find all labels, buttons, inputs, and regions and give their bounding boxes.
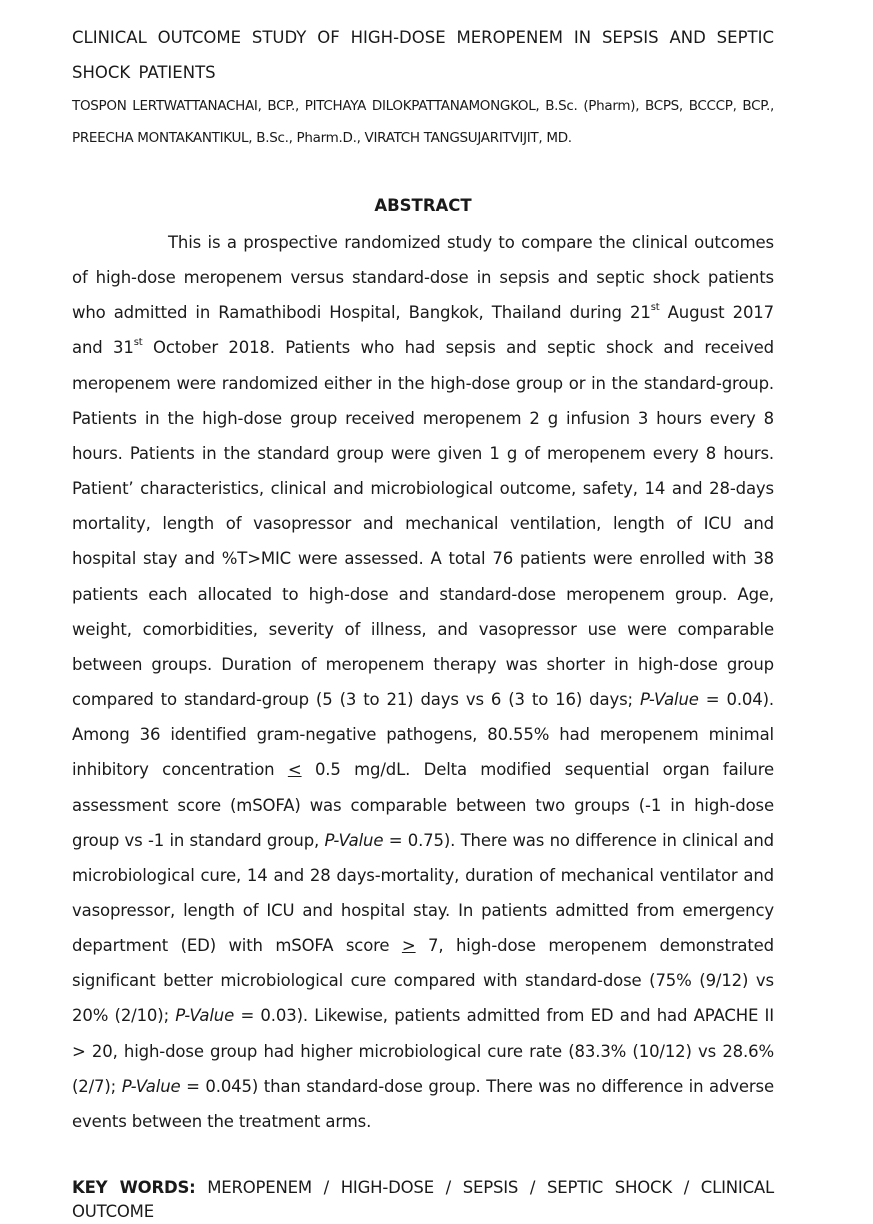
abstract-text: = 0.04). Among 36 identified gram-negative pathogens, 80.55% had meropenem minimal inhibitory concentration <box>72 690 774 780</box>
paper-page <box>72 20 775 1221</box>
abstract-text: This is a prospective randomized study to compare the clinical outcomes of high-dose meropenem versus standard-dose in sepsis and septic shock patients who admitted in Ramathibodi Hospital, Bangkok, Thailand during 21 <box>72 233 774 323</box>
abstract-text: = 0.03). Likewise, patients admitted from ED and had APACHE II > 20, high-dose group had higher microbiological cure rate (83.3% (10/12) vs 28.6% (2/7); <box>72 1006 774 1096</box>
less-equal-symbol: < <box>287 760 302 780</box>
abstract-text: = 0.75). There was no difference in clinical and microbiological cure, 14 and 28 days-mortality, duration of mechanical ventilator and vasopressor, length of ICU and hospital stay. In patients admitted from emergency department (ED) with mSOFA score <box>72 830 775 956</box>
keywords-text: MEROPENEM / HIGH-DOSE / SEPSIS / SEPTIC SHOCK / CLINICAL OUTCOME <box>72 1178 774 1221</box>
abstract-text: August 2017 and 31 <box>72 303 774 358</box>
ordinal-suffix: st <box>650 302 660 314</box>
abstract-text: October 2018. Patients who had sepsis and septic shock and received meropenem were randomized either in the high-dose group or in the standard-group. Patients in the high-dose group received meropenem 2 g infusion 3 hours every 8 hours. Patients in the standard group were given 1 g of meropenem every 8 hours. Patient’ characteristics, clinical and microbiological outcome, safety, 14 and 28-days mortality, length of vasopressor and mechanical ventilation, length of ICU and hospital stay and %T>MIC were assessed. A total 76 patients were enrolled with 38 patients each allocated to high-dose and standard-dose meropenem group. Age, weight, comorbidities, severity of illness, and vasopressor use were comparable between groups. Duration of meropenem therapy was shorter in high-dose group compared to standard-group (5 (3 to 21) days vs 6 (3 to 16) days; <box>72 338 774 710</box>
p-value-label: P-Value <box>639 690 699 710</box>
p-value-label: P-Value <box>324 830 384 850</box>
paper-title: CLINICAL OUTCOME STUDY OF HIGH-DOSE MEROPENEM IN SEPSIS AND SEPTIC SHOCK PATIENTS <box>72 28 774 82</box>
keywords-label: KEY WORDS: <box>72 1178 196 1197</box>
abstract-heading: ABSTRACT <box>374 196 472 215</box>
abstract-text: 7, high-dose meropenem demonstrated significant better microbiological cure compared with standard-dose (75% (9/12) vs 20% (2/10); <box>72 936 774 1026</box>
keywords-line <box>72 1176 774 1224</box>
author-list: TOSPON LERTWATTANACHAI, BCP., PITCHAYA DILOKPATTANAMONGKOL, B.Sc. (Pharm), BCPS, BCCCP, BCP., PREECHA MONTAKANTIKUL, B.Sc., Pharm.D., VIRATCH TANGSUJARITVIJIT, MD. <box>72 98 774 146</box>
abstract-text: 0.5 mg/dL. Delta modified sequential organ failure assessment score (mSOFA) was comparable between two groups (-1 in high-dose group vs -1 in standard group, <box>72 760 775 850</box>
abstract-text: = 0.045) than standard-dose group. There was no difference in adverse events between the treatment arms. <box>72 1076 774 1131</box>
greater-equal-symbol: > <box>401 936 416 956</box>
p-value-label: P-Value <box>175 1006 235 1026</box>
ordinal-suffix: st <box>133 337 143 349</box>
p-value-label: P-Value <box>121 1076 181 1096</box>
abstract-body <box>72 225 774 1139</box>
